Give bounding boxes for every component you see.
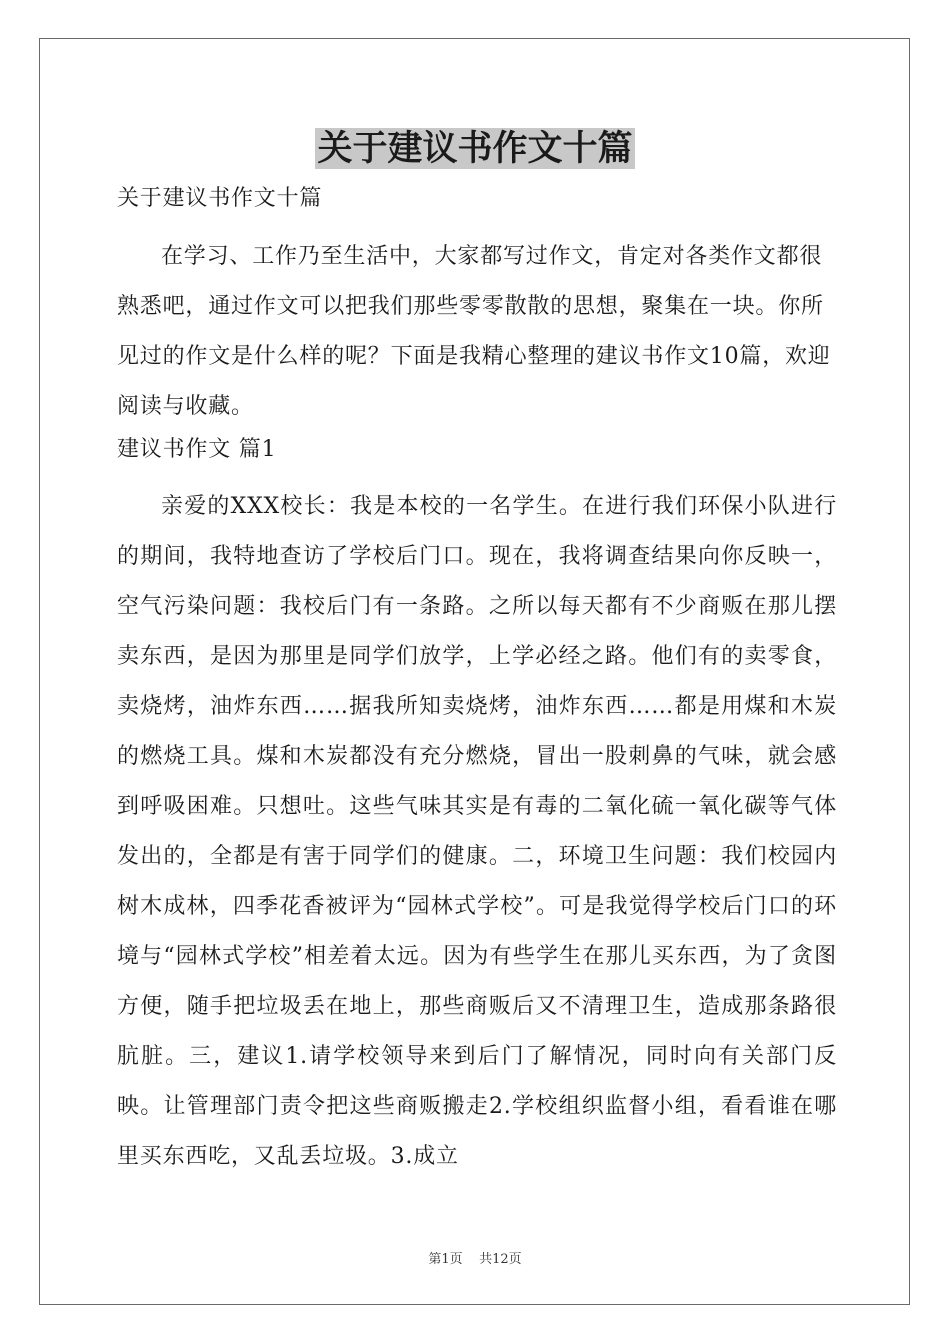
section-heading: 建议书作文 篇1 bbox=[117, 437, 277, 462]
section-body-paragraph: 亲爱的XXX校长：我是本校的一名学生。在进行我们环保小队进行的期间，我特地查访了学校后门口。现在，我将调查结果向你反映一，空气污染问题：我校后门有一条路。之所以每天都有不少商贩在那儿摆卖东西，是因为那里是同学们放学，上学必经之路。他们有的卖零食，卖烧烤，油炸东西……据我所知卖烧烤，油炸东西……都是用煤和木炭的燃烧工具。煤和木炭都没有充分燃烧，冒出一股刺鼻的气味，就会感到呼吸困难。只想吐。这些气味其实是有毒的二氧化硫一氧化碳等气体发出的，全都是有害于同学们的健康。二，环境卫生问题：我们校园内树木成林，四季花香被评为“园林式学校”。可是我觉得学校后门口的环境与“园林式学校”相差着太远。因为有些学生在那儿买东西，为了贪图方便，随手把垃圾丢在地上，那些商贩后又不清理卫生，造成那条路很肮脏。三，建议1.请学校领导来到后门了解情况，同时向有关部门反映。让管理部门责令把这些商贩搬走2.学校组织监督小组，看看谁在哪里买东西吃，又乱丢垃圾。3.成立 bbox=[117, 494, 837, 1169]
document-title bbox=[0, 126, 950, 172]
document-title-text: 关于建议书作文十篇 bbox=[317, 128, 633, 169]
page-number-footer: 第1页 共12页 bbox=[428, 1252, 522, 1267]
document-subtitle: 关于建议书作文十篇 bbox=[117, 186, 323, 211]
intro-paragraph: 在学习、工作乃至生活中，大家都写过作文，肯定对各类作文都很熟悉吧，通过作文可以把我们那些零零散散的思想，聚集在一块。你所见过的作文是什么样的呢？下面是我精心整理的建议书作文10篇，欢迎阅读与收藏。 bbox=[117, 244, 831, 419]
